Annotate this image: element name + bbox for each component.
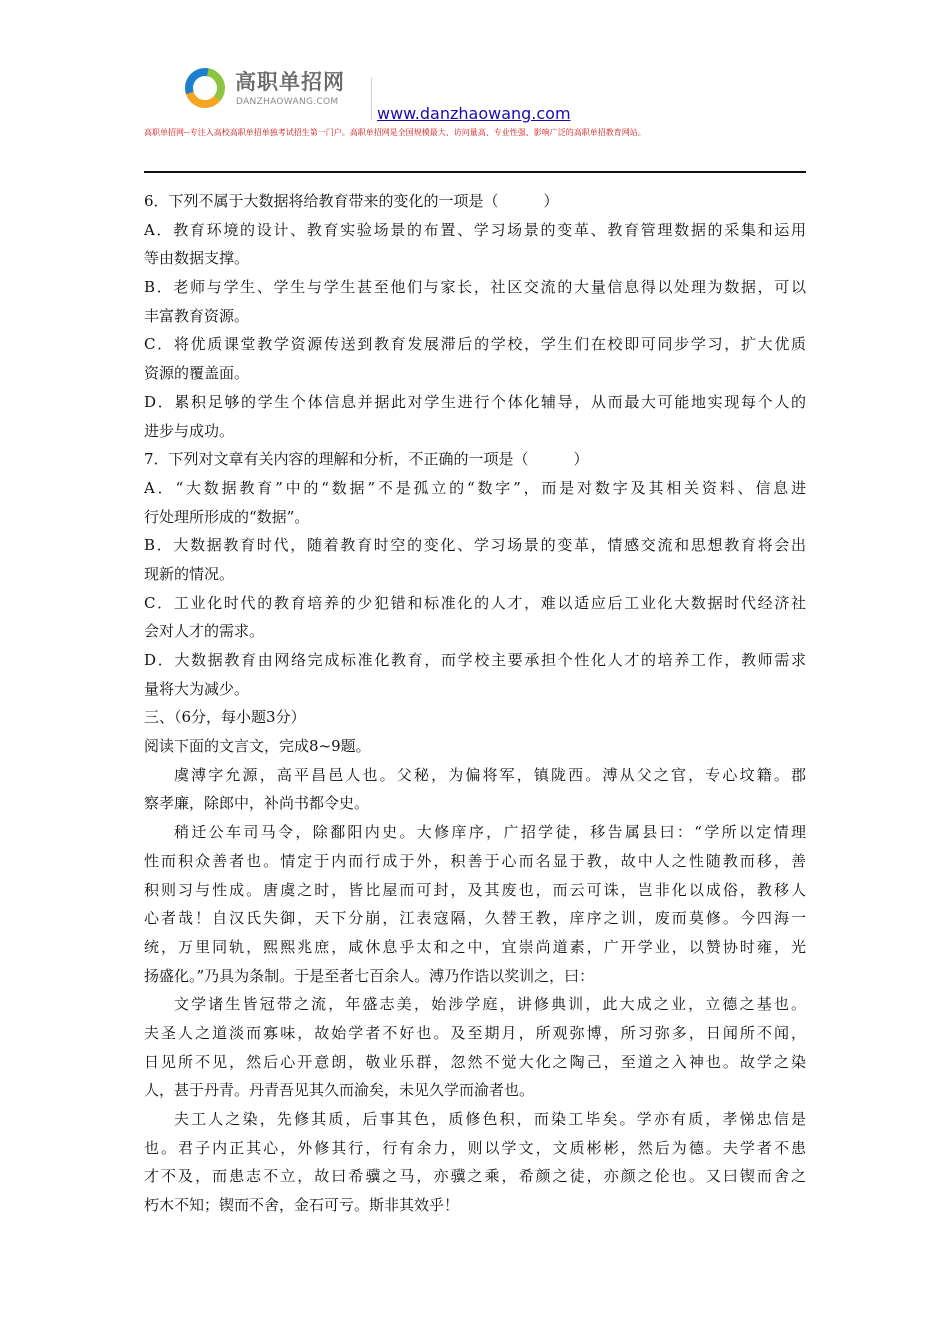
question-6-option-a: A．教育环境的设计、教育实验场景的布置、学习场景的变革、教育管理数据的采集和运用	[144, 220, 806, 239]
question-6-option-d: D．累积足够的学生个体信息并据此对学生进行个体化辅导，从而最大可能地实现每个人的	[144, 392, 806, 411]
passage-paragraph-line: 也。君子内正其心，外修其行，行有余力，则以学文，文质彬彬，然后为德。夫学者不患	[144, 1138, 806, 1157]
site-tagline: 高职单招网--专注入高校高职单招单独考试招生第一门户。高职单招网是全国规模最大、访问量高、专业性强、影响广泛的高职单招教育网站。	[144, 128, 646, 137]
passage-paragraph-line: 夫工人之染，先修其质，后事其色，质修色积，而染工毕矣。学亦有质，孝悌忠信是	[174, 1110, 806, 1128]
passage-paragraph-line: 性而积众善者也。情定于内而行成于外，积善于心而名显于教，故中人之性随教而移，善	[144, 851, 806, 870]
passage-paragraph-line: 稍迁公车司马令，除鄱阳内史。大修庠序，广招学徒，移告属县曰：“学所以定情理	[174, 823, 806, 842]
question-7-option-a: A．“大数据教育”中的“数据”不是孤立的“数字”，而是对数字及其相关资料、信息进	[144, 478, 806, 497]
question-7-option-c: C．工业化时代的教育培养的少犯错和标准化的人才，难以适应后工业化大数据时代经济社	[144, 593, 806, 612]
question-6-option-b-cont: 丰富教育资源。	[144, 306, 250, 325]
question-6-option-c-cont: 资源的覆盖面。	[144, 364, 250, 383]
question-6-option-c: C．将优质课堂教学资源传送到教育发展滞后的学校，学生们在校即可同步学习，扩大优质	[144, 335, 806, 354]
passage-paragraph-line: 人，甚于丹青。丹青吾见其久而渝矣，未见久学而渝者也。	[144, 1081, 535, 1100]
passage-paragraph-line: 察孝廉，除郎中，补尚书都令史。	[144, 794, 370, 813]
question-6-option-a-cont: 等由数据支撑。	[144, 249, 250, 268]
passage-paragraph-line: 朽木不知；锲而不舍，金石可亏。斯非其效乎！	[144, 1196, 460, 1215]
question-7-option-b-cont: 现新的情况。	[144, 564, 235, 583]
passage-paragraph-line: 扬盛化。”乃具为条制。于是至者七百余人。溥乃作诰以奖训之，曰：	[144, 966, 595, 985]
passage-paragraph-line: 统，万里同轨，熙熙兆庶，咸休息乎太和之中，宜崇尚道素，广开学业，以赞协时雍，光	[144, 937, 806, 956]
question-7-option-d-cont: 量将大为减少。	[144, 679, 250, 698]
site-url-link[interactable]: www.danzhaowang.com	[377, 104, 571, 123]
logo-name: 高职单招网	[235, 70, 345, 94]
page-header	[0, 0, 950, 180]
passage-paragraph-line: 积则习与性成。唐虞之时，皆比屋而可封，及其废也，而云可诛，岂非化以成俗，教移人	[144, 880, 806, 899]
passage-paragraph-line: 夫圣人之道淡而寡味，故始学者不好也。及至期月，所观弥博，所习弥多，日闻所不闻，	[144, 1023, 806, 1042]
question-6-stem: 6．下列不属于大数据将给教育带来的变化的一项是（ ）	[144, 192, 559, 210]
reading-instruction: 阅读下面的文言文，完成8~9题。	[144, 737, 371, 756]
header-rule	[144, 171, 806, 173]
header-divider	[371, 78, 372, 120]
question-6-option-b: B．老师与学生、学生与学生甚至他们与家长，社区交流的大量信息得以处理为数据，可以	[144, 278, 806, 297]
question-7-option-a-cont: 行处理所形成的“数据”。	[144, 507, 310, 526]
question-7-option-b: B．大数据教育时代，随着教育时空的变化、学习场景的变革，情感交流和思想教育将会出	[144, 536, 806, 555]
passage-paragraph-line: 虞溥字允源，高平昌邑人也。父秘，为偏将军，镇陇西。溥从父之官，专心坟籍。郡	[174, 765, 806, 784]
question-7-option-d: D．大数据教育由网络完成标准化教育，而学校主要承担个性化人才的培养工作，教师需求	[144, 651, 806, 669]
passage-paragraph-line: 才不及，而患志不立，故曰希骥之马，亦骥之乘，希颜之徒，亦颜之伦也。又曰锲而舍之	[144, 1167, 806, 1186]
site-logo[interactable]	[183, 66, 373, 112]
logo-swirl-icon	[183, 66, 227, 110]
question-7-option-c-cont: 会对人才的需求。	[144, 622, 265, 641]
passage-paragraph-line: 文学诸生皆冠带之流，年盛志美，始涉学庭，讲修典训，此大成之业，立德之基也。	[174, 995, 806, 1014]
question-6-option-d-cont: 进步与成功。	[144, 421, 235, 440]
logo-subtitle: DANZHAOWANG.COM	[236, 97, 339, 107]
question-7-stem: 7．下列对文章有关内容的理解和分析，不正确的一项是（ ）	[144, 450, 589, 469]
passage-paragraph-line: 心者哉！自汉氏失御，天下分崩，江表寇隔，久替王教，庠序之训，废而莫修。今四海一	[144, 909, 806, 928]
document-body	[144, 187, 806, 1220]
passage-paragraph-line: 日见所不见，然后心开意朗，敬业乐群，忽然不觉大化之陶己，至道之入神也。故学之染	[144, 1052, 806, 1071]
section-three-heading: 三、（6分，每小题3分）	[144, 708, 306, 727]
